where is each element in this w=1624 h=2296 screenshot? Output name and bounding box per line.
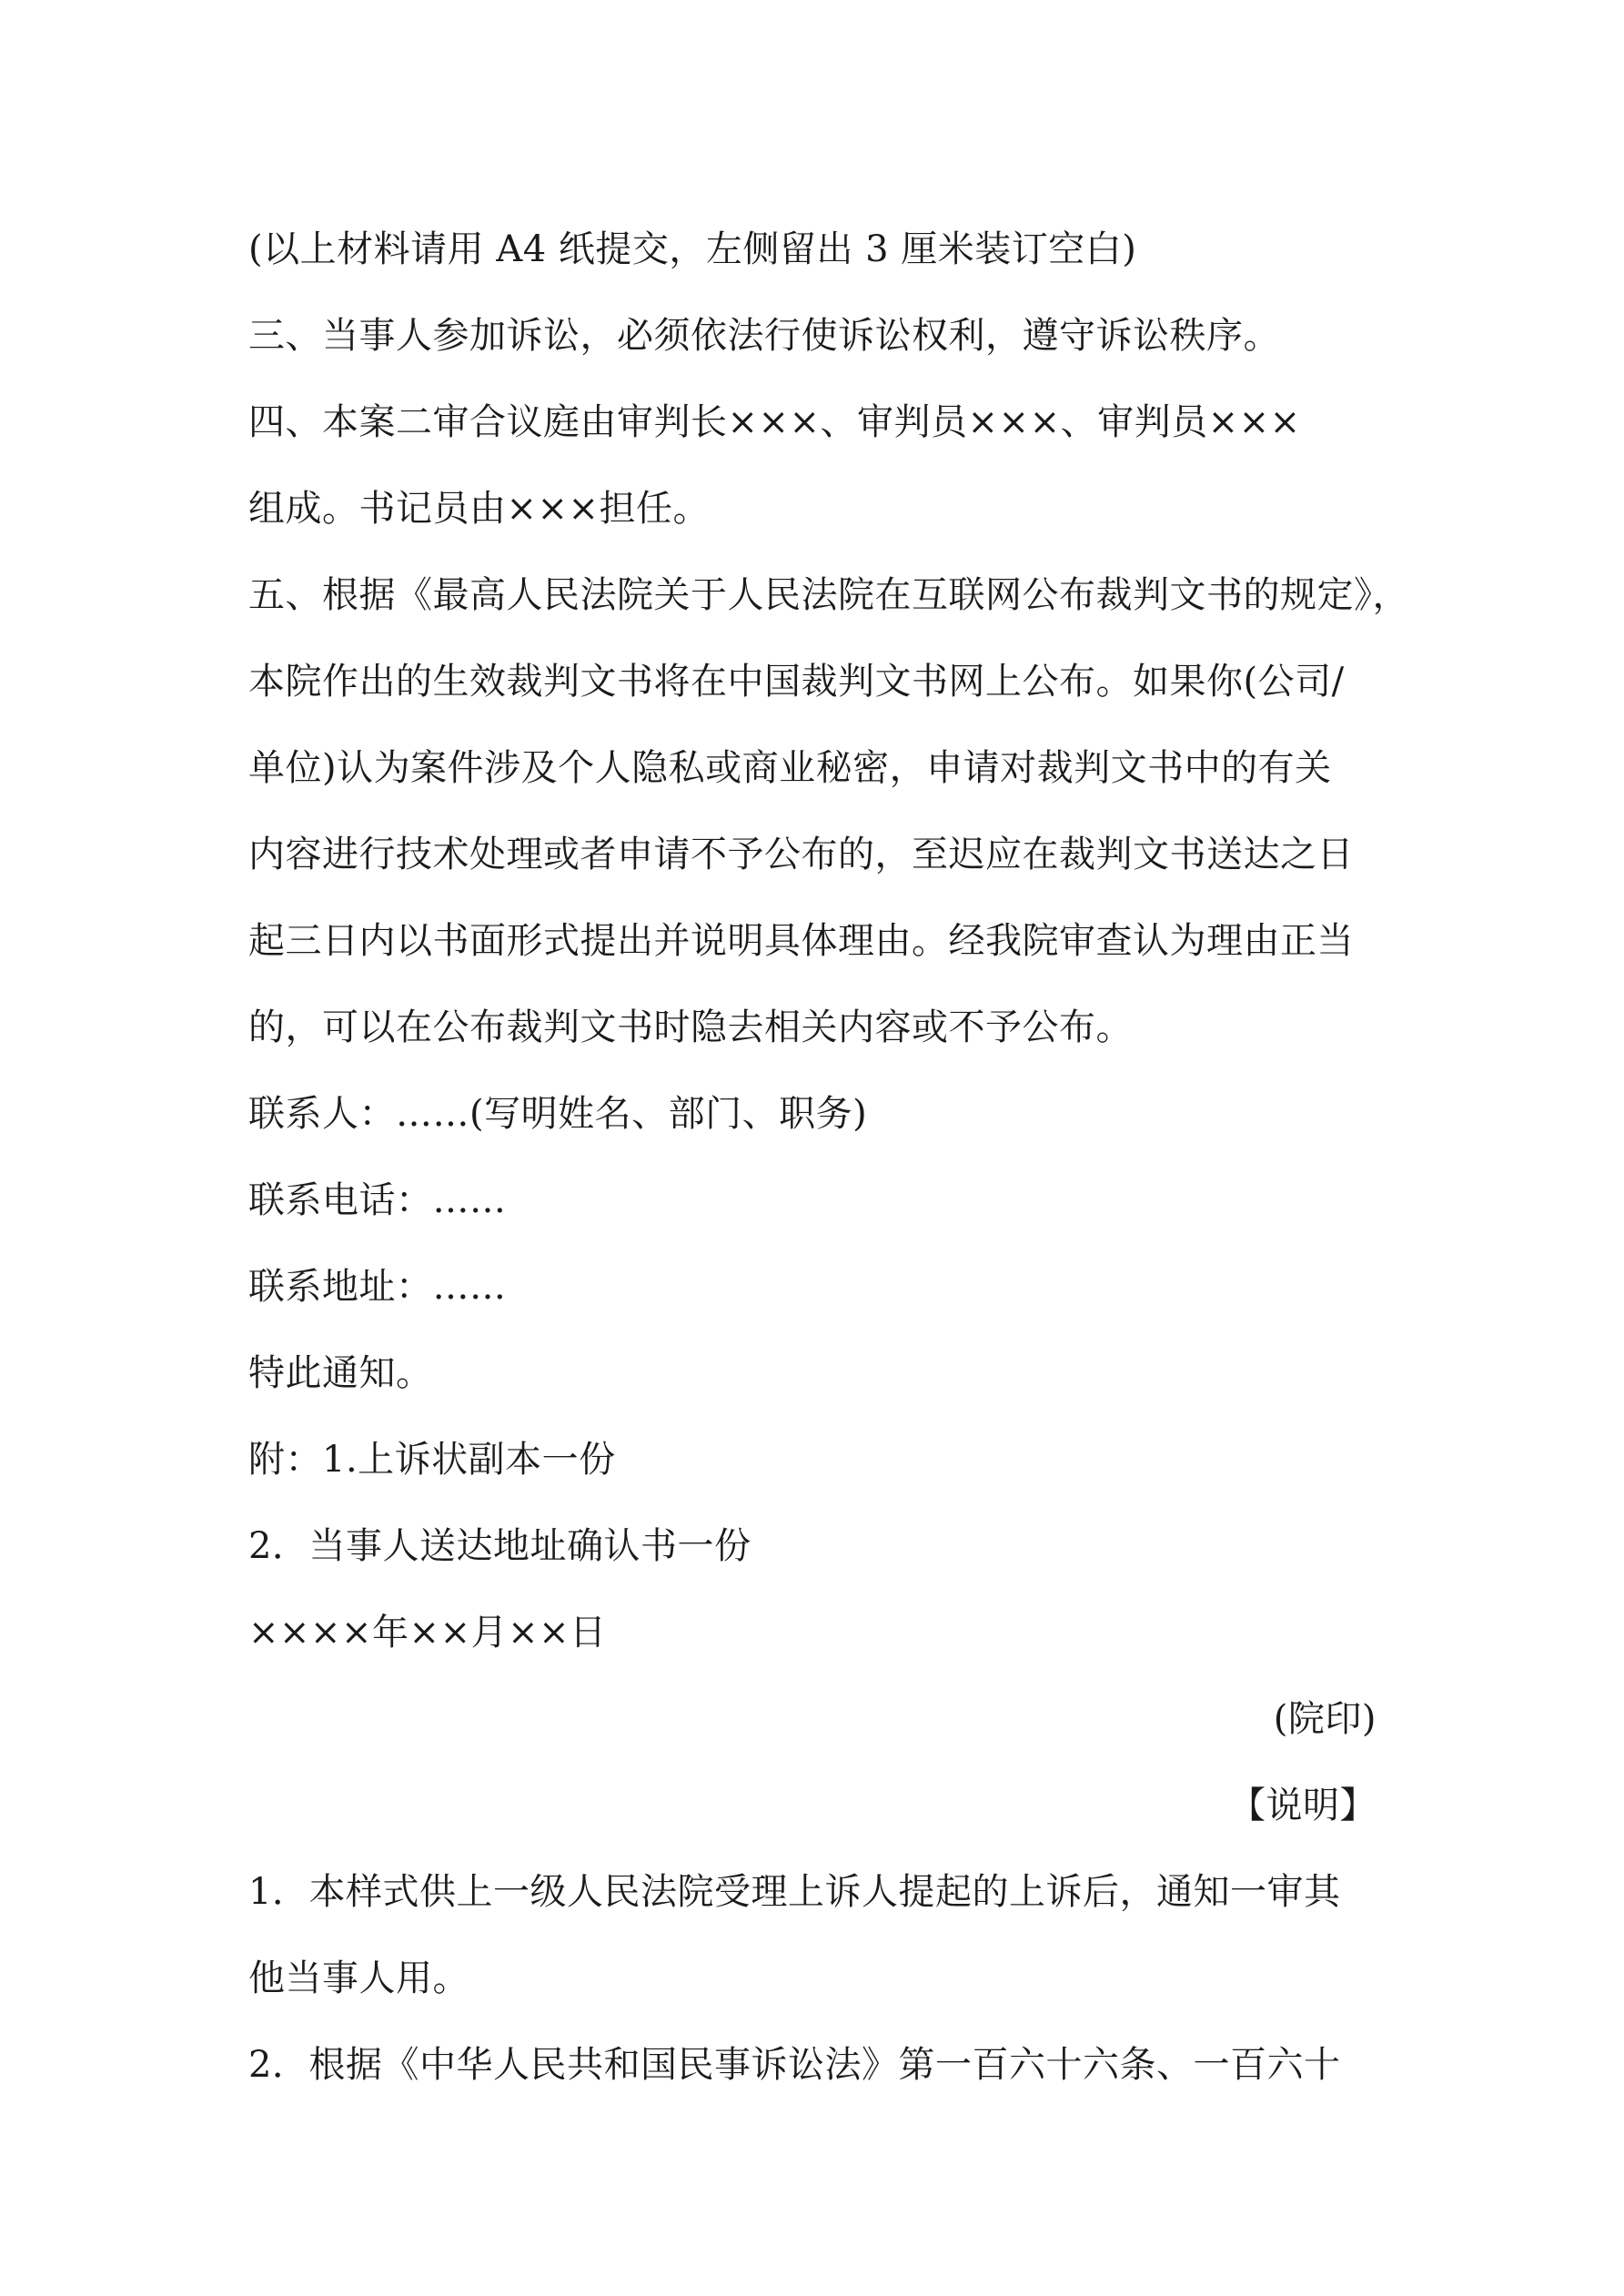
paragraph-4-panel: 四、本案二审合议庭由审判长×××、审判员×××、审判员××× [248, 401, 1301, 443]
contact-person: 联系人：……(写明姓名、部门、职务) [248, 1093, 868, 1135]
paragraph-5-line-4: 内容进行技术处理或者申请不予公布的，至迟应在裁判文书送达之日 [248, 834, 1354, 875]
paragraph-5-line-1: 五、根据《最高人民法院关于人民法院在互联网公布裁判文书的规定》， [248, 574, 1409, 616]
notice-closing: 特此通知。 [248, 1352, 433, 1394]
document-body [248, 207, 1409, 2109]
explanation-1-line-2: 他当事人用。 [248, 1957, 469, 1999]
paragraph-4-clerk: 组成。书记员由×××担任。 [248, 488, 711, 530]
paragraph-5-line-5: 起三日内以书面形式提出并说明具体理由。经我院审查认为理由正当 [248, 920, 1354, 962]
explanation-1-line-1: 1．本样式供上一级人民法院受理上诉人提起的上诉后，通知一审其 [248, 1871, 1341, 1913]
attachment-1: 附：1.上诉状副本一份 [248, 1439, 616, 1481]
paragraph-5-line-6: 的，可以在公布裁判文书时隐去相关内容或不予公布。 [248, 1006, 1133, 1048]
materials-note: (以上材料请用 A4 纸提交，左侧留出 3 厘米装订空白) [248, 228, 1137, 270]
paragraph-3-rights: 三、当事人参加诉讼，必须依法行使诉讼权利，遵守诉讼秩序。 [248, 315, 1280, 357]
explanation-2-line-1: 2．根据《中华人民共和国民事诉讼法》第一百六十六条、一百六十 [248, 2044, 1341, 2086]
contact-phone: 联系电话：…… [248, 1179, 507, 1221]
court-seal: (院印) [1273, 1698, 1377, 1740]
document-date: ××××年××月××日 [248, 1612, 607, 1654]
contact-address: 联系地址：…… [248, 1266, 507, 1308]
paragraph-5-line-2: 本院作出的生效裁判文书将在中国裁判文书网上公布。如果你(公司/ [248, 661, 1345, 703]
paragraph-5-line-3: 单位)认为案件涉及个人隐私或商业秘密，申请对裁判文书中的有关 [248, 747, 1332, 789]
explanation-heading: 【说明】 [1229, 1785, 1377, 1826]
attachment-2: 2．当事人送达地址确认书一份 [248, 1525, 751, 1567]
